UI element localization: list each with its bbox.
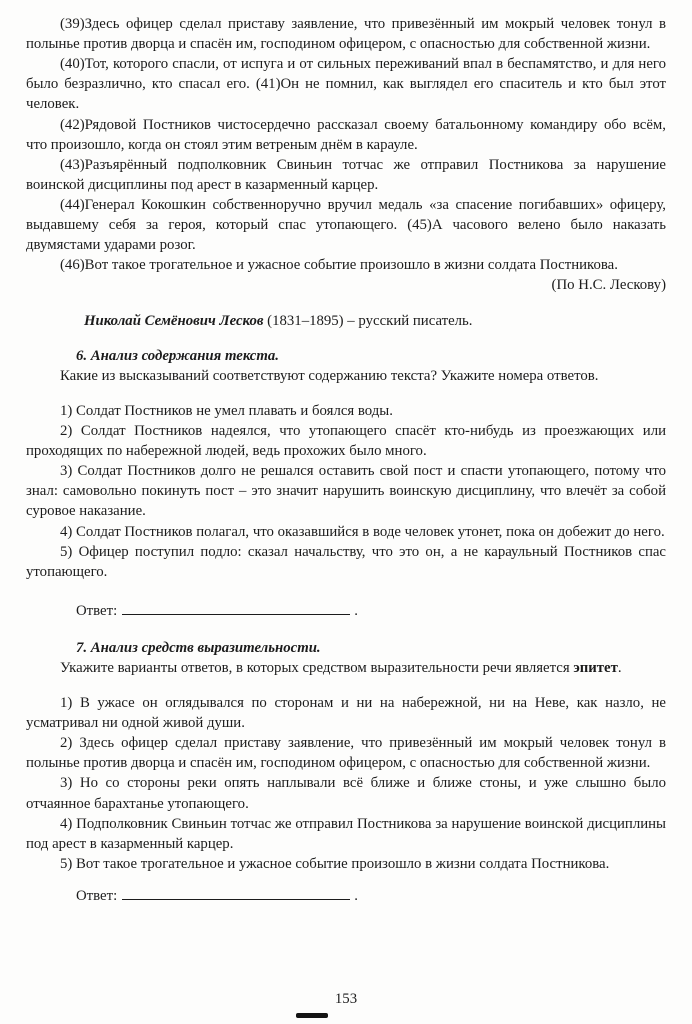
task6-answer-row	[26, 599, 666, 621]
spacer	[26, 331, 666, 346]
text-paragraph-43: (43)Разъярённый подполковник Свиньин тотчас же отправил Постникова за нарушение воинской дисциплины под арест в казарменный карцер.	[26, 156, 666, 193]
task7-answer-period: .	[354, 887, 358, 904]
author-note	[26, 311, 666, 331]
task6-option-1: 1) Солдат Постников не умел плавать и боялся воды.	[60, 402, 393, 419]
task6-answer-label: Ответ:	[76, 602, 118, 619]
text-paragraph-44-45: (44)Генерал Кокошкин собственноручно вручил медаль «за спасение погибавших» офицеру, выдавшему себя за героя, который спас утопающего. (45)А часового велено было наказать двумястами ударами розог.	[26, 196, 666, 254]
task6-answer-period: .	[354, 602, 358, 619]
task7-answer-blank	[122, 884, 350, 900]
spacer	[26, 874, 666, 882]
text-paragraph-42: (42)Рядовой Постников чистосердечно рассказал своему батальонному командиру обо всём, что произошло, когда он стоял этим ветреным днём в карауле.	[26, 116, 666, 153]
task7-prompt	[26, 658, 666, 678]
task6-option-4: 4) Солдат Постников полагал, что оказавшийся в воде человек утонет, пока он добежит до него.	[60, 523, 665, 540]
spacer	[26, 386, 666, 401]
scan-artifact	[296, 1013, 328, 1018]
task7-answer-label: Ответ:	[76, 887, 118, 904]
text-paragraph-46: (46)Вот такое трогательное и ужасное событие произошло в жизни солдата Постникова.	[60, 257, 618, 274]
page-number: 153	[334, 991, 358, 1007]
source-attribution: (По Н.С. Лескову)	[551, 277, 666, 294]
epithet-term: эпитет	[573, 659, 618, 676]
task7-answer-row	[26, 884, 666, 906]
task7-option-4: 4) Подполковник Свиньин тотчас же отправил Постникова за нарушение воинской дисциплины под арест в казарменный карцер.	[26, 815, 666, 852]
spacer	[26, 623, 666, 638]
task6-prompt: Какие из высказываний соответствуют содержанию текста? Укажите номера ответов.	[60, 367, 599, 384]
text-paragraph-40-41: (40)Тот, которого спасли, от испуга и от сильных переживаний впал в беспамятство, и для него было безразлично, кто спасал его. (41)Он не помнил, как выглядел его спаситель и кто был этот человек.	[26, 56, 666, 113]
task7-prompt-text: Укажите варианты ответов, в которых средством выразительности речи является	[60, 659, 574, 676]
author-name: Николай Семёнович Лесков	[84, 312, 264, 329]
task6-option-2: 2) Солдат Постников надеялся, что утопающего спасёт кто-нибудь из проезжающих или проходящих по набережной людей, ведь прохожих было много.	[26, 422, 666, 460]
spacer	[26, 296, 666, 311]
task6-option-3: 3) Солдат Постников долго не решался оставить свой пост и спасти утопающего, потому что знал: самовольно покинуть пост – это значит нарушить воинскую дисциплину, что влечёт за собой суровое наказание.	[26, 463, 666, 520]
task7-prompt-period: .	[617, 659, 622, 676]
task7-option-2: 2) Здесь офицер сделал приставу заявление, что привезённый им мокрый человек тонул в полынье против дворца и спасён им, господином офицером, с опасностью для собственной жизни.	[26, 735, 666, 772]
spacer	[26, 582, 666, 597]
task6-answer-blank	[122, 599, 350, 615]
task7-option-1: 1) В ужасе он оглядывался по сторонам и ни на набережной, ни на Неве, как назло, не усматривал ни одной живой души.	[26, 694, 666, 732]
task7-option-5: 5) Вот такое трогательное и ужасное событие произошло в жизни солдата Постникова.	[60, 855, 610, 872]
task7-option-3: 3) Но со стороны реки опять наплывали всё ближе и ближе стоны, и уже слышно было отчаянное барахтанье утопающего.	[26, 775, 666, 812]
task7-heading: 7. Анализ средств выразительности.	[76, 639, 321, 656]
task6-option-5: 5) Офицер поступил подло: сказал начальству, что это он, а не караульный Постников спас утопающего.	[26, 543, 666, 580]
task6-heading: 6. Анализ содержания текста.	[76, 347, 279, 364]
text-paragraph-39: (39)Здесь офицер сделал приставу заявление, что привезённый им мокрый человек тонул в полынье против дворца и спасён им, господином офицером, с опасностью для собственной жизни.	[26, 16, 666, 53]
author-bio-text: (1831–1895) – русский писатель.	[263, 312, 473, 329]
spacer	[26, 678, 666, 693]
